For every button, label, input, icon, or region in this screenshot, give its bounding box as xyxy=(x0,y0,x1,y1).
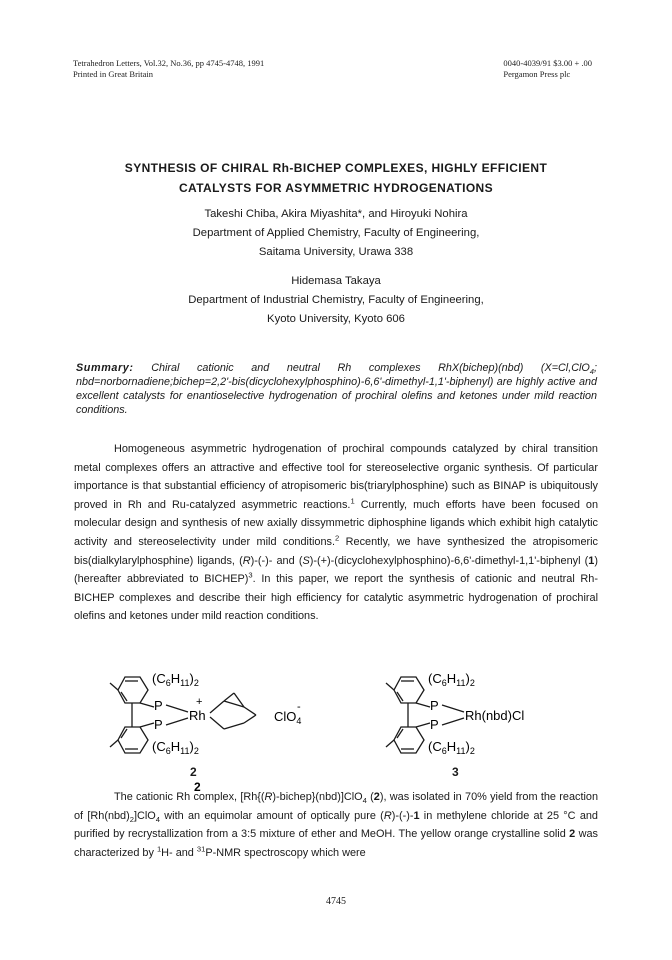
nbd-bond xyxy=(210,717,224,729)
para1-text: Currently, much efforts have been focused on molecular design and synthesis of new axially dissymmetric diphosphine ligands which exhibit high catalytic activity and stereoselectivity under mild conditions. xyxy=(74,498,599,548)
para2-text: P-NMR spectroscopy which were xyxy=(205,846,366,859)
summary-text-b: ; nbd=norbornadiene;bichep=2,2'-bis(dicyclohexylphosphino)-6,6'-dimethyl-1,1'-biphenyl) are highly active and excellent catalysts for enantioselective hydrogenation of prochiral olefins and ketones under mild reaction conditions. xyxy=(76,362,597,416)
nbd-bond xyxy=(244,715,256,723)
phosphorus-upper: P xyxy=(430,698,439,713)
summary-subscript: 4 xyxy=(589,367,594,377)
nbd-bond xyxy=(210,701,224,713)
running-header-right xyxy=(503,58,592,80)
c-p-bond xyxy=(140,723,154,727)
para2-text: )-bichep}(nbd)]ClO xyxy=(272,791,363,803)
intro-paragraph xyxy=(74,440,598,626)
dicyclohexyl-lower-label: $(C_6H_{11})_2$ xyxy=(428,739,475,756)
compound-2-label: 2 xyxy=(190,765,197,779)
methyl-bond xyxy=(110,683,118,690)
summary-abstract xyxy=(76,361,597,417)
phosphorus-lower: P xyxy=(154,717,163,732)
structure-2-cationic-rh-complex xyxy=(88,665,358,794)
publisher: Pergamon Press plc xyxy=(503,69,571,79)
reference-3: 3 xyxy=(248,570,253,580)
title-line-2: CATALYSTS FOR ASYMMETRIC HYDROGENATIONS xyxy=(178,181,494,195)
c-p-bond xyxy=(416,703,430,707)
para2-text: H- and xyxy=(161,846,197,859)
para2-text: ]ClO xyxy=(133,809,156,822)
dicyclohexyl-upper-label: $(C_6H_{11})_2$ xyxy=(428,671,475,688)
university-1: Saitama University, Urawa 338 xyxy=(258,246,414,258)
isotope-superscript: 31 xyxy=(196,844,206,854)
nbd-bridge xyxy=(224,693,234,701)
compound-2-number: 2 xyxy=(194,780,201,794)
reference-2: 2 xyxy=(335,533,340,543)
stereo-descriptor: S xyxy=(302,554,310,567)
para1-text: Homogeneous asymmetric hydrogenation of prochiral compounds catalyzed by chiral transition metal complexes offers an attractive and effective tool for stereoselective organic synthesis. Of particular importance is that substantial efficiency of atropisomeric bis(triarylphosphine) such as BINAP is ubiquitously proved in Rh and Ru-catalyzed asymmetric reactions. xyxy=(74,443,598,511)
compound-number: 2 xyxy=(373,791,380,803)
para2-text: )-(-)- xyxy=(391,809,414,822)
para1-text: . In this paper, we report the synthesis of cationic and neutral Rh-BICHEP complexes and describe their high efficiency for catalytic asymmetric hydrogenation of prochiral olefins and ketones under mild reaction conditions. xyxy=(74,573,598,623)
para2-text: with an equimolar amount of optically pure ( xyxy=(160,809,384,822)
p-rh-bond xyxy=(442,705,464,712)
c-p-bond xyxy=(416,723,430,727)
journal-citation: Tetrahedron Letters, Vol.32, No.36, pp 4745-4748, 1991 xyxy=(73,58,265,68)
subscript: 4 xyxy=(155,814,161,824)
methyl-bond xyxy=(386,740,394,747)
author-block-1 xyxy=(60,205,612,262)
para1-text: )-(+)-(dicyclohexylphosphino)-6,6'-dimethyl-1,1'-biphenyl ( xyxy=(309,554,589,567)
anion-charge: - xyxy=(297,701,301,713)
compound-3-label: 3 xyxy=(452,765,459,779)
compound-number: 2 xyxy=(569,828,576,841)
para1-text: ) (hereafter abbreviated to BICHEP) xyxy=(74,554,598,586)
department-2: Department of Industrial Chemistry, Faculty of Engineering, xyxy=(188,294,484,306)
compound-number: 1 xyxy=(413,809,420,822)
university-2: Kyoto University, Kyoto 606 xyxy=(267,313,405,325)
reference-1: 1 xyxy=(350,496,355,506)
para2-text: The cationic Rh complex, [Rh{( xyxy=(114,791,265,803)
phosphorus-lower: P xyxy=(430,717,439,732)
para2-text: was characterized by xyxy=(74,828,598,859)
nbd-bond xyxy=(224,723,244,729)
rhodium-label: Rh xyxy=(189,708,206,723)
department-1: Department of Applied Chemistry, Faculty of Engineering, xyxy=(192,227,480,239)
biphenyl-skeleton xyxy=(110,677,256,753)
printed-location: Printed in Great Britain xyxy=(73,69,154,79)
dicyclohexyl-upper-label: $(C_6H_{11})_2$ xyxy=(152,671,199,688)
stereo-descriptor: R xyxy=(242,554,251,567)
para1-text: )-(-)- and ( xyxy=(250,554,303,567)
author-block-2 xyxy=(60,272,612,329)
stereo-descriptor: R xyxy=(264,791,273,803)
summary-label: Summary: xyxy=(76,362,134,374)
issn-price-code: 0040-4039/91 $3.00 + .00 xyxy=(503,58,592,68)
isotope-superscript: 1 xyxy=(156,844,162,854)
article-title xyxy=(60,158,612,198)
title-line-1: SYNTHESIS OF CHIRAL Rh-BICHEP COMPLEXES, HIGHLY EFFICIENT xyxy=(124,161,548,175)
subscript: 4 xyxy=(362,796,367,806)
perchlorate-anion: ClO$_4$ xyxy=(274,709,302,726)
author-names-2: Hidemasa Takaya xyxy=(291,275,381,287)
methyl-bond xyxy=(386,683,394,690)
author-names-1: Takeshi Chiba, Akira Miyashita*, and Hiroyuki Nohira xyxy=(204,208,468,220)
stereo-descriptor: R xyxy=(383,809,392,822)
cationic-charge: + xyxy=(196,696,203,708)
dicyclohexyl-lower-label: $(C_6H_{11})_2$ xyxy=(152,739,199,756)
nbd-bond xyxy=(244,707,256,715)
structure-3-neutral-rh-complex xyxy=(364,665,594,775)
para2-text: ), was isolated in 70% yield from the reaction of [Rh(nbd) xyxy=(74,791,599,822)
rhodium-nbd-chloride-label: Rh(nbd)Cl xyxy=(465,708,525,723)
para2-text: in methylene chloride at 25 °C and purified by recrystallization from a 3:5 mixture of ether and MeOH. The yellow orange crystalline solid xyxy=(74,809,598,841)
p-rh-bond xyxy=(442,718,464,725)
subscript: 2 xyxy=(129,814,134,824)
running-header-left xyxy=(73,58,264,80)
results-paragraph xyxy=(74,788,598,862)
page-number: 4745 xyxy=(326,896,346,907)
summary-text-a: Chiral cationic and neutral Rh complexes RhX(bichep)(nbd) (X=Cl,ClO xyxy=(133,362,590,374)
phosphorus-upper: P xyxy=(154,698,163,713)
c-p-bond xyxy=(140,703,154,707)
methyl-bond xyxy=(110,740,118,747)
compound-number: 1 xyxy=(588,554,595,567)
p-rh-bond xyxy=(166,705,188,712)
para1-text: Recently, we have synthesized the atropisomeric bis(dialkylarylphosphine) ligands, ( xyxy=(74,535,598,567)
para2-text: ( xyxy=(366,791,374,803)
p-rh-bond xyxy=(166,718,188,725)
